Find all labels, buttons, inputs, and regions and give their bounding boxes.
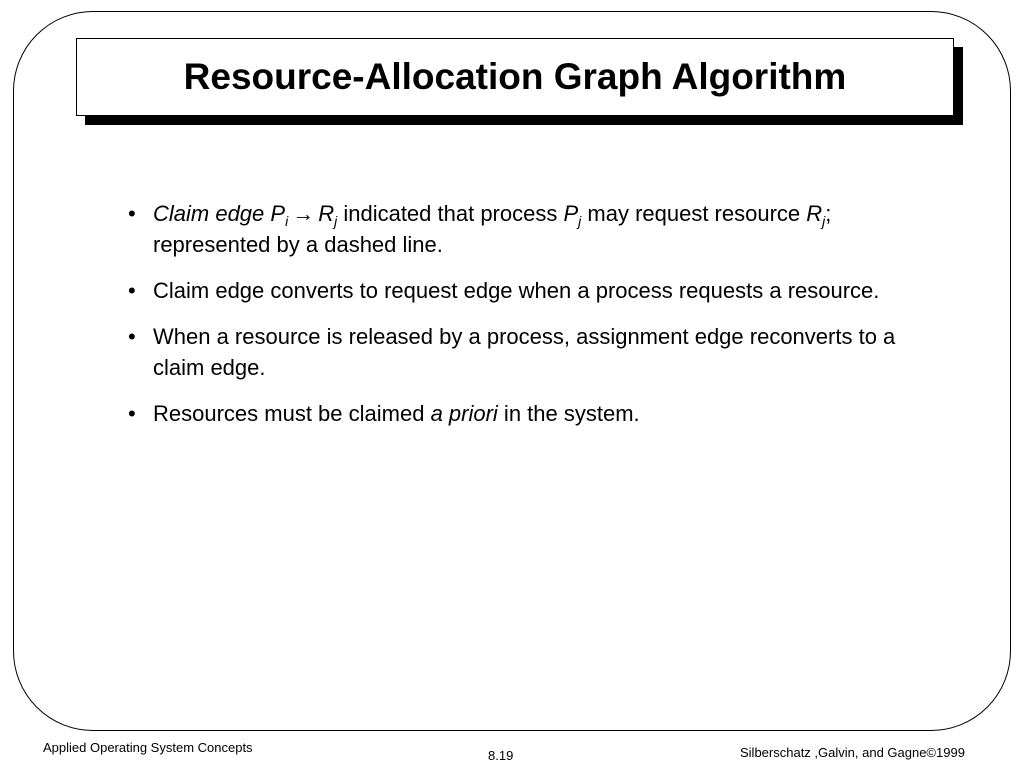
process-symbol: P [270, 201, 286, 226]
bullet-item-release [128, 321, 908, 383]
bullet-icon: • [128, 324, 136, 349]
bullet-item-convert [128, 275, 908, 306]
bullet-item-claim-edge [128, 198, 908, 260]
process-symbol-2: P [563, 201, 579, 226]
bullet-item-a-priori [128, 398, 908, 429]
claim-edge-term: Claim edge [153, 201, 271, 226]
resource-subscript: j [334, 213, 338, 229]
bullet-text: When a resource is released by a process, assignment edge reconverts to a claim edge. [153, 324, 896, 380]
resource-symbol: R [318, 201, 335, 226]
title-box [76, 38, 954, 116]
bullet-text: ; represented by a dashed line. [153, 201, 832, 257]
bullet-text: Claim edge converts to request edge when a process requests a resource. [153, 278, 880, 303]
bullet-icon: • [128, 401, 136, 426]
arrow-symbol: → [292, 201, 315, 226]
footer-page-number: 8.19 [488, 748, 514, 763]
footer-copyright: Silberschatz ,Galvin, and Gagne©1999 [740, 745, 965, 760]
process-subscript-2: j [578, 213, 582, 229]
bullet-text: indicated that process [337, 201, 564, 226]
bullet-text: may request resource [581, 201, 807, 226]
bullet-icon: • [128, 278, 136, 303]
a-priori-term: a priori [430, 401, 498, 426]
bullet-text: in the system. [497, 401, 640, 426]
resource-subscript-2: j [822, 213, 826, 229]
bullet-list [128, 198, 908, 444]
bullet-text: Resources must be claimed [153, 401, 431, 426]
footer-course-title: Applied Operating System Concepts [43, 740, 253, 755]
bullet-icon: • [128, 201, 136, 226]
process-subscript: i [285, 213, 289, 229]
resource-symbol-2: R [806, 201, 823, 226]
slide-title: Resource-Allocation Graph Algorithm [183, 56, 847, 97]
